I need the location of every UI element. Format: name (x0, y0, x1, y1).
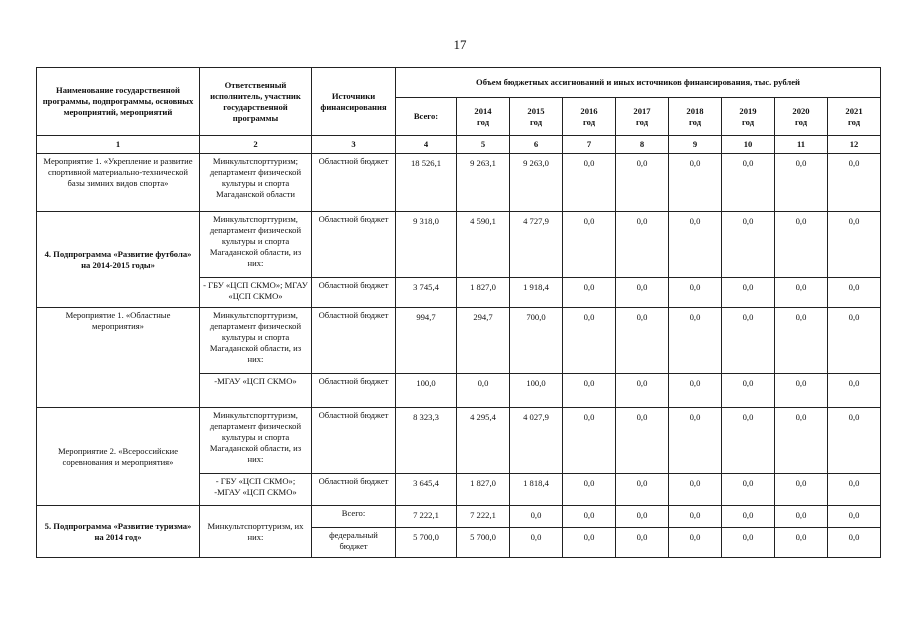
col-index: 7 (563, 136, 616, 154)
value-2018: 0,0 (669, 528, 722, 558)
value-2015: 4 027,9 (510, 408, 563, 474)
table-row (37, 308, 881, 374)
value-total: 3 745,4 (396, 278, 457, 308)
value-2017: 0,0 (616, 408, 669, 474)
value-2016: 0,0 (563, 374, 616, 408)
value-2014: 1 827,0 (457, 474, 510, 506)
value-2020: 0,0 (775, 212, 828, 278)
row-name: Мероприятие 2. «Всероссийские соревнования и мероприятия» (37, 408, 200, 506)
value-2020: 0,0 (775, 528, 828, 558)
value-2015: 4 727,9 (510, 212, 563, 278)
row-source: Всего: (312, 506, 396, 528)
value-2021: 0,0 (828, 154, 881, 212)
value-2014: 9 263,1 (457, 154, 510, 212)
value-2017: 0,0 (616, 474, 669, 506)
row-name: Мероприятие 1. «Областные мероприятия» (37, 308, 200, 408)
table-row (37, 408, 881, 474)
col-index: 10 (722, 136, 775, 154)
value-2014: 1 827,0 (457, 278, 510, 308)
header-executor: Ответственный исполнитель, участник государственной программы (200, 68, 312, 136)
row-source: Областной бюджет (312, 212, 396, 278)
value-2021: 0,0 (828, 506, 881, 528)
row-executor: - ГБУ «ЦСП СКМО»; -МГАУ «ЦСП СКМО» (200, 474, 312, 506)
col-index: 4 (396, 136, 457, 154)
value-2014: 4 295,4 (457, 408, 510, 474)
value-2017: 0,0 (616, 374, 669, 408)
value-2014: 7 222,1 (457, 506, 510, 528)
value-2018: 0,0 (669, 278, 722, 308)
value-2018: 0,0 (669, 212, 722, 278)
col-index: 1 (37, 136, 200, 154)
value-2016: 0,0 (563, 474, 616, 506)
table-row (37, 506, 881, 528)
value-2019: 0,0 (722, 528, 775, 558)
row-executor: Минкультспорттуризм, департамент физической культуры и спорта Магаданской области, из них: (200, 308, 312, 374)
value-2020: 0,0 (775, 278, 828, 308)
column-index-row (37, 136, 881, 154)
value-total: 994,7 (396, 308, 457, 374)
value-2014: 5 700,0 (457, 528, 510, 558)
header-program-name: Наименование государственной программы, подпрограммы, основных мероприятий, мероприятий (37, 68, 200, 136)
row-executor: Минкультспорттуризм; департамент физической культуры и спорта Магаданской области (200, 154, 312, 212)
value-2017: 0,0 (616, 308, 669, 374)
value-2019: 0,0 (722, 408, 775, 474)
col-index: 5 (457, 136, 510, 154)
value-2015: 0,0 (510, 528, 563, 558)
col-index: 2 (200, 136, 312, 154)
row-source: Областной бюджет (312, 474, 396, 506)
row-source: Областной бюджет (312, 278, 396, 308)
value-2020: 0,0 (775, 154, 828, 212)
value-2019: 0,0 (722, 212, 775, 278)
value-total: 7 222,1 (396, 506, 457, 528)
value-2020: 0,0 (775, 308, 828, 374)
value-total: 9 318,0 (396, 212, 457, 278)
value-2014: 294,7 (457, 308, 510, 374)
header-year-2014: 2014 год (457, 98, 510, 136)
col-index: 12 (828, 136, 881, 154)
value-2019: 0,0 (722, 506, 775, 528)
row-executor: Минкультспорттуризм, департамент физической культуры и спорта Магаданской области, из них: (200, 408, 312, 474)
value-2018: 0,0 (669, 374, 722, 408)
header-year-2021: 2021 год (828, 98, 881, 136)
value-total: 5 700,0 (396, 528, 457, 558)
value-2020: 0,0 (775, 474, 828, 506)
value-2018: 0,0 (669, 308, 722, 374)
value-2020: 0,0 (775, 374, 828, 408)
budget-table (36, 67, 881, 558)
header-total: Всего: (396, 98, 457, 136)
header-year-2015: 2015 год (510, 98, 563, 136)
value-2019: 0,0 (722, 278, 775, 308)
header-year-2020: 2020 год (775, 98, 828, 136)
row-executor: Минкультспорттуризм, их них: (200, 506, 312, 558)
col-index: 8 (616, 136, 669, 154)
row-source: федеральный бюджет (312, 528, 396, 558)
value-2014: 4 590,1 (457, 212, 510, 278)
value-2016: 0,0 (563, 528, 616, 558)
row-source: Областной бюджет (312, 308, 396, 374)
value-total: 100,0 (396, 374, 457, 408)
value-2021: 0,0 (828, 278, 881, 308)
value-2017: 0,0 (616, 506, 669, 528)
row-executor: -МГАУ «ЦСП СКМО» (200, 374, 312, 408)
page-number: 17 (453, 37, 467, 52)
col-index: 9 (669, 136, 722, 154)
value-2021: 0,0 (828, 374, 881, 408)
row-source: Областной бюджет (312, 154, 396, 212)
value-2018: 0,0 (669, 506, 722, 528)
header-year-2017: 2017 год (616, 98, 669, 136)
value-total: 8 323,3 (396, 408, 457, 474)
header-year-2016: 2016 год (563, 98, 616, 136)
col-index: 3 (312, 136, 396, 154)
budget-table-container (36, 67, 880, 558)
value-2016: 0,0 (563, 212, 616, 278)
value-2017: 0,0 (616, 528, 669, 558)
header-funding-source: Источники финансирования (312, 68, 396, 136)
value-2015: 9 263,0 (510, 154, 563, 212)
value-2021: 0,0 (828, 408, 881, 474)
value-2020: 0,0 (775, 506, 828, 528)
value-2014: 0,0 (457, 374, 510, 408)
value-2015: 700,0 (510, 308, 563, 374)
value-2015: 1 918,4 (510, 278, 563, 308)
value-2017: 0,0 (616, 154, 669, 212)
header-year-2018: 2018 год (669, 98, 722, 136)
value-2017: 0,0 (616, 278, 669, 308)
value-2021: 0,0 (828, 308, 881, 374)
value-2019: 0,0 (722, 154, 775, 212)
value-2017: 0,0 (616, 212, 669, 278)
value-total: 3 645,4 (396, 474, 457, 506)
value-2018: 0,0 (669, 474, 722, 506)
row-executor: - ГБУ «ЦСП СКМО»; МГАУ «ЦСП СКМО» (200, 278, 312, 308)
table-row (37, 212, 881, 278)
value-2016: 0,0 (563, 154, 616, 212)
value-2018: 0,0 (669, 154, 722, 212)
value-2019: 0,0 (722, 308, 775, 374)
value-2016: 0,0 (563, 506, 616, 528)
col-index: 11 (775, 136, 828, 154)
value-2019: 0,0 (722, 474, 775, 506)
value-2018: 0,0 (669, 408, 722, 474)
value-2015: 1 818,4 (510, 474, 563, 506)
value-2021: 0,0 (828, 528, 881, 558)
header-year-2019: 2019 год (722, 98, 775, 136)
table-row (37, 154, 881, 212)
value-2019: 0,0 (722, 374, 775, 408)
row-name: 4. Подпрограмма «Развитие футбола» на 2014-2015 годы» (37, 212, 200, 308)
row-name: Мероприятие 1. «Укрепление и развитие спортивной материально-технической базы зимних видов спорта» (37, 154, 200, 212)
col-index: 6 (510, 136, 563, 154)
value-2021: 0,0 (828, 212, 881, 278)
row-executor: Минкультспорттуризм, департамент физической культуры и спорта Магаданской области, из них: (200, 212, 312, 278)
value-2016: 0,0 (563, 308, 616, 374)
row-source: Областной бюджет (312, 408, 396, 474)
value-2015: 0,0 (510, 506, 563, 528)
header-budget-volume: Объем бюджетных ассигнований и иных источников финансирования, тыс. рублей (396, 68, 881, 98)
value-2020: 0,0 (775, 408, 828, 474)
value-2016: 0,0 (563, 278, 616, 308)
value-2021: 0,0 (828, 474, 881, 506)
value-2015: 100,0 (510, 374, 563, 408)
row-name: 5. Подпрограмма «Развитие туризма» на 2014 год» (37, 506, 200, 558)
value-total: 18 526,1 (396, 154, 457, 212)
value-2016: 0,0 (563, 408, 616, 474)
row-source: Областной бюджет (312, 374, 396, 408)
